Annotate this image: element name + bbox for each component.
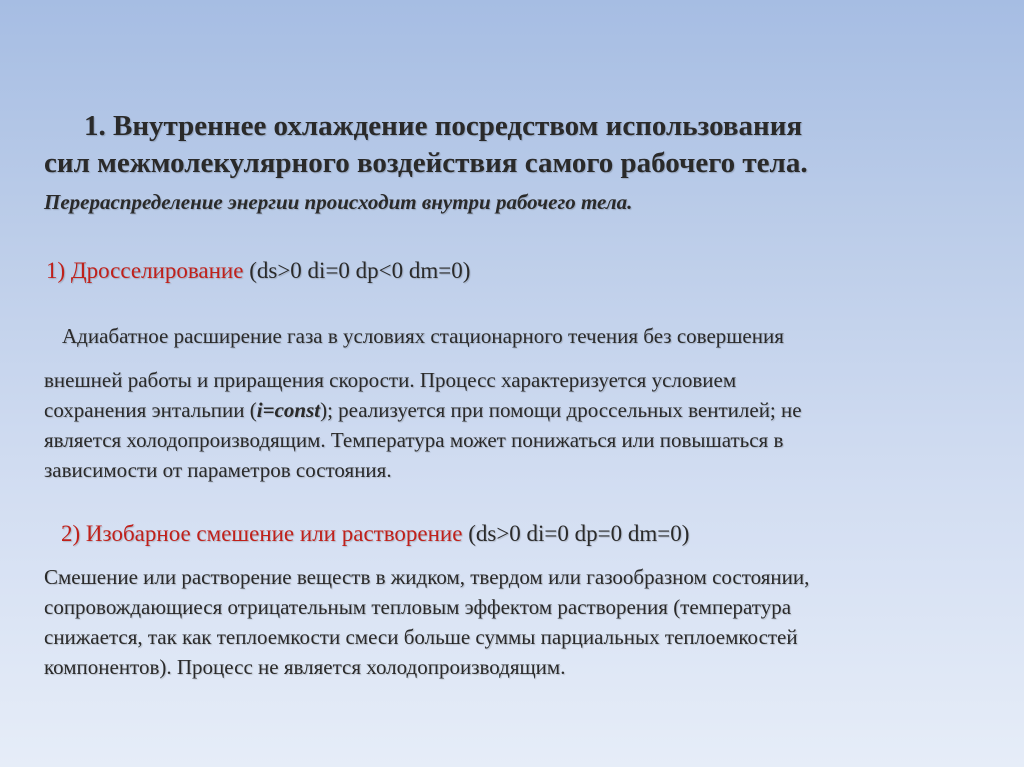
case-1-description [44, 365, 984, 485]
case-1-line-1: внешней работы и приращения скорости. Процесс характеризуется условием [44, 368, 737, 392]
case-2-line-3: снижается, так как теплоемкости смеси больше суммы парциальных теплоемкостей [44, 625, 798, 649]
case-1-line-4: зависимости от параметров состояния. [44, 458, 392, 482]
case-1-line-2-end: ); реализуется при помощи дроссельных вентилей; не [320, 398, 802, 422]
case-2-line-1: Смешение или растворение веществ в жидком, твердом или газообразном состоянии, [44, 565, 810, 589]
case-2-line-2: сопровождающиеся отрицательным тепловым эффектом растворения (температура [44, 595, 792, 619]
case-1-line-2 [44, 395, 984, 425]
case-1-line-2-start: сохранения энтальпии ( [44, 398, 257, 422]
slide-heading [44, 108, 984, 182]
case-2-conditions: (ds>0 di=0 dp=0 dm=0) [468, 521, 690, 546]
case-1-name: 1) Дросселирование [46, 258, 244, 283]
case-2-line-4: компонентов). Процесс не является холодопроизводящим. [44, 655, 566, 679]
case-2-name: 2) Изобарное смешение или растворение [61, 521, 463, 546]
case-1-line-3: является холодопроизводящим. Температура может понижаться или повышаться в [44, 428, 784, 452]
enthalpy-formula: i=const [256, 398, 321, 422]
case-2-title [61, 519, 689, 549]
slide-subheading: Перераспределение энергии происходит внутри рабочего тела. [44, 190, 633, 214]
heading-line-1: 1. Внутреннее охлаждение посредством использования [84, 110, 803, 142]
case-1-conditions: (ds>0 di=0 dp<0 dm=0) [249, 258, 471, 283]
heading-line-2: сил межмолекулярного воздействия самого рабочего тела. [44, 147, 808, 179]
case-1-description-intro: Адиабатное расширение газа в условиях стационарного течения без совершения [62, 324, 784, 348]
case-2-description [44, 562, 994, 682]
case-1-title [46, 256, 470, 286]
